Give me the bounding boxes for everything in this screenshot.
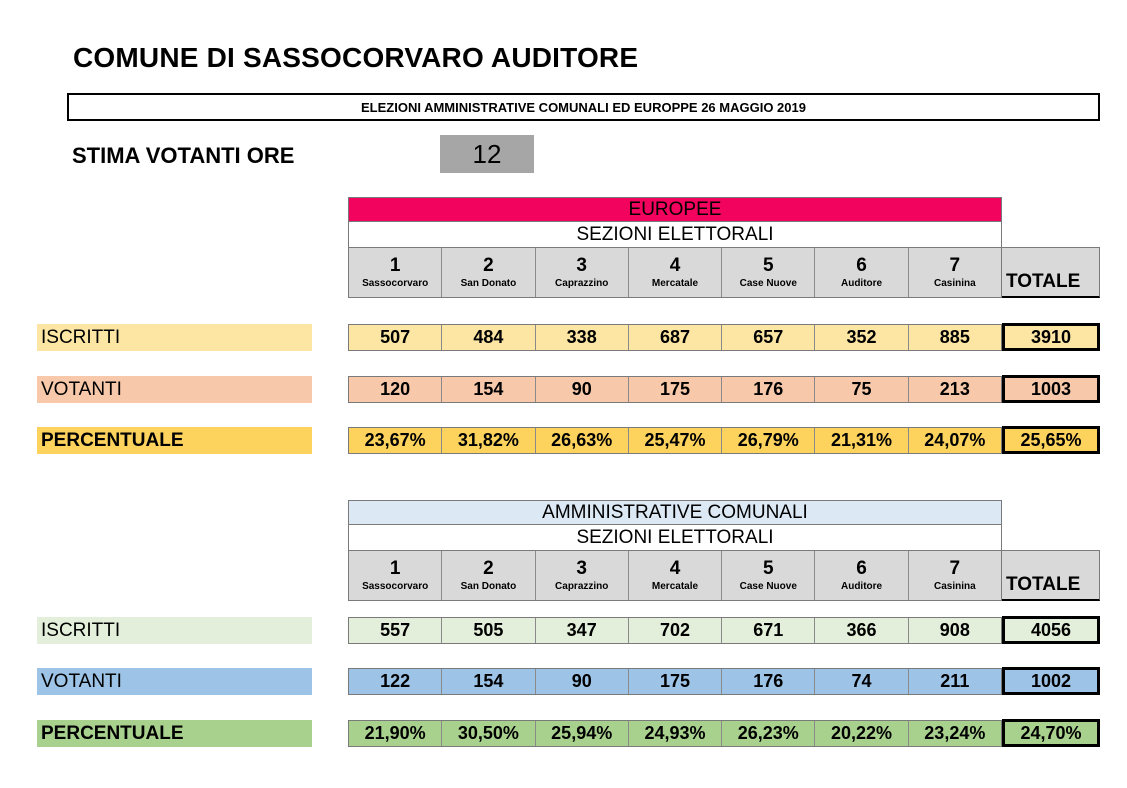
value-cell: 75: [815, 377, 908, 402]
value-cell: 23,67%: [349, 428, 442, 453]
value-cell: 23,24%: [924, 723, 986, 743]
section-number: 5: [762, 254, 774, 276]
section-header-cell: [722, 248, 815, 297]
value-cell: 505: [442, 618, 535, 643]
section-name: San Donato: [460, 580, 517, 592]
value-cell: 557: [349, 618, 442, 643]
value-cell: 21,90%: [349, 721, 442, 746]
value-cell: 211: [940, 671, 970, 691]
value-cell: 26,23%: [722, 721, 815, 746]
section-header-cell: [349, 551, 442, 600]
europee-votanti-total: 1003: [1002, 375, 1100, 403]
section-number: 7: [949, 557, 961, 579]
section-name: Auditore: [840, 277, 883, 289]
section-header-cell: [349, 248, 442, 297]
section-header-cell: [442, 248, 535, 297]
value-cell: 122: [349, 669, 442, 694]
section-number: 2: [483, 557, 494, 579]
europee-percentuale-total: 25,65%: [1002, 426, 1100, 454]
value-cell: 507: [349, 325, 442, 350]
section-number: 3: [576, 254, 587, 276]
section-header-cell: [629, 248, 722, 297]
value-cell: 366: [815, 618, 908, 643]
value-cell: 885: [939, 327, 970, 347]
section-header-cell: [442, 551, 535, 600]
section-number: 1: [389, 557, 401, 579]
europee-iscritti-row: [348, 324, 1002, 351]
section-number: 3: [576, 557, 587, 579]
amministrative-percentuale-row: [348, 720, 1002, 747]
section-header-cell: [629, 551, 722, 600]
europee-band: EUROPEE: [348, 197, 1002, 222]
europee-percentuale-row: [348, 427, 1002, 454]
value-cell: 154: [442, 377, 535, 402]
europee-section-header: [348, 247, 1002, 298]
section-name: San Donato: [460, 277, 517, 289]
value-cell: 671: [722, 618, 815, 643]
section-header-cell: [909, 248, 1001, 297]
section-name: Auditore: [840, 580, 883, 592]
section-name: Sassocorvaro: [362, 277, 429, 289]
value-cell: 20,22%: [815, 721, 908, 746]
section-name: Casinina: [933, 277, 976, 289]
value-cell: 702: [629, 618, 722, 643]
value-cell: 908: [939, 620, 970, 640]
section-number: 4: [669, 557, 681, 579]
value-cell: 24,93%: [629, 721, 722, 746]
section-header-cell: [722, 551, 815, 600]
section-header-cell: [536, 248, 629, 297]
value-cell: 90: [536, 669, 629, 694]
value-cell: 24,07%: [924, 430, 986, 450]
value-cell: 25,47%: [629, 428, 722, 453]
value-cell: 175: [629, 669, 722, 694]
section-name: Mercatale: [651, 277, 699, 289]
amministrative-section-header: [348, 550, 1002, 601]
value-cell: 175: [629, 377, 722, 402]
amministrative-totale-header: TOTALE: [1002, 550, 1100, 601]
section-name: Casinina: [933, 580, 976, 592]
section-number: 1: [389, 254, 401, 276]
section-name: Caprazzino: [555, 580, 609, 592]
section-number: 6: [856, 254, 867, 276]
amministrative-votanti-row: [348, 668, 1002, 695]
europee-votanti-row: [348, 376, 1002, 403]
europee-sezioni-label: SEZIONI ELETTORALI: [348, 222, 1002, 247]
value-cell: 120: [349, 377, 442, 402]
europee-percentuale-label: PERCENTUALE: [37, 427, 312, 454]
amministrative-percentuale-label: PERCENTUALE: [37, 720, 312, 747]
value-cell: 25,94%: [536, 721, 629, 746]
value-cell: 213: [939, 379, 970, 399]
section-name: Sassocorvaro: [362, 580, 429, 592]
value-cell: 347: [536, 618, 629, 643]
election-subtitle: ELEZIONI AMMINISTRATIVE COMUNALI ED EUROPPE 26 MAGGIO 2019: [67, 93, 1100, 121]
value-cell: 74: [815, 669, 908, 694]
stima-votanti-label: STIMA VOTANTI ORE: [72, 143, 295, 168]
page-title: COMUNE DI SASSOCORVARO AUDITORE: [73, 42, 639, 73]
value-cell: 352: [815, 325, 908, 350]
amministrative-votanti-total: 1002: [1002, 667, 1100, 695]
section-number: 2: [483, 254, 494, 276]
section-name: Caprazzino: [555, 277, 609, 289]
europee-iscritti-total: 3910: [1002, 323, 1100, 351]
value-cell: 26,79%: [722, 428, 815, 453]
value-cell: 90: [536, 377, 629, 402]
value-cell: 31,82%: [442, 428, 535, 453]
stima-votanti-hour: 12: [440, 135, 534, 173]
amministrative-sezioni-label: SEZIONI ELETTORALI: [348, 525, 1002, 550]
section-name: Mercatale: [651, 580, 699, 592]
amministrative-percentuale-total: 24,70%: [1002, 719, 1100, 747]
amministrative-iscritti-row: [348, 617, 1002, 644]
section-name: Case Nuove: [739, 580, 797, 592]
value-cell: 30,50%: [442, 721, 535, 746]
section-number: 4: [669, 254, 681, 276]
europee-votanti-label: VOTANTI: [37, 376, 312, 403]
value-cell: 26,63%: [536, 428, 629, 453]
value-cell: 176: [722, 377, 815, 402]
value-cell: 657: [722, 325, 815, 350]
section-number: 5: [762, 557, 774, 579]
section-header-cell: [815, 551, 908, 600]
section-header-cell: [815, 248, 908, 297]
section-header-cell: [536, 551, 629, 600]
section-header-cell: [909, 551, 1001, 600]
europee-totale-header: TOTALE: [1002, 247, 1100, 298]
amministrative-band: AMMINISTRATIVE COMUNALI: [348, 500, 1002, 525]
europee-iscritti-label: ISCRITTI: [37, 324, 312, 351]
value-cell: 176: [722, 669, 815, 694]
section-number: 7: [949, 254, 961, 276]
value-cell: 154: [442, 669, 535, 694]
value-cell: 338: [536, 325, 629, 350]
value-cell: 687: [629, 325, 722, 350]
amministrative-votanti-label: VOTANTI: [37, 668, 312, 695]
value-cell: 484: [442, 325, 535, 350]
section-name: Case Nuove: [739, 277, 797, 289]
value-cell: 21,31%: [815, 428, 908, 453]
amministrative-iscritti-total: 4056: [1002, 616, 1100, 644]
section-number: 6: [856, 557, 867, 579]
amministrative-iscritti-label: ISCRITTI: [37, 617, 312, 644]
